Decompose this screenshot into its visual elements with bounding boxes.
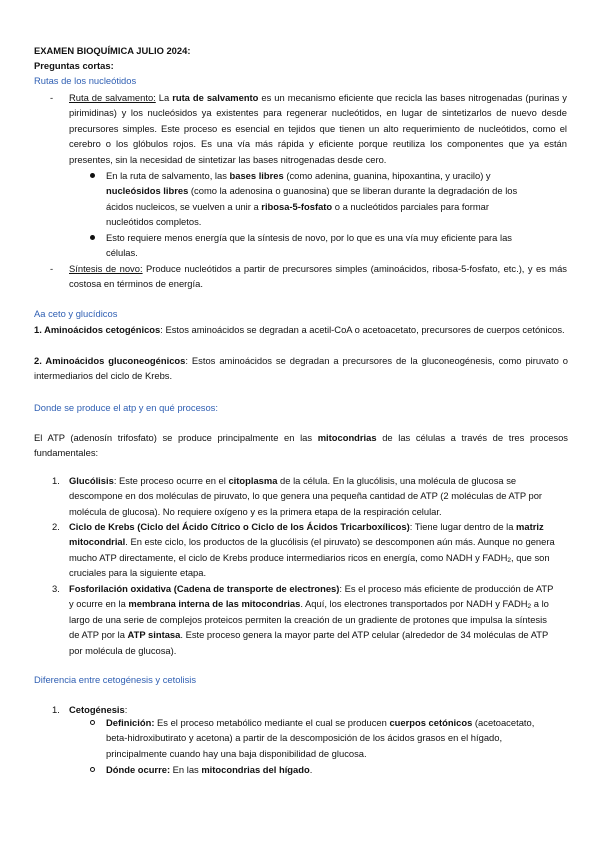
paragraph-salvage-route: Ruta de salvamento: La ruta de salvamento es un mecanismo eficiente que recicla las bases nitrogenadas (purinas y pirimidinas) y los nucleósidos ya existentes para regenerar nucleótidos, en lugar de sintetizarlos de nuevo desde precursores simples. Este proceso es esencial en tejidos que tienen un alto requerimiento de nucleótidos, como el cerebro o los glóbulos rojos. Es una vía más rápida y eficiente porque reutiliza los componentes que ya están presentes, sin la necesidad de sintetizar las bases nitrogenadas desde cero.	[69, 92, 567, 165]
section-heading-amino-acids: Aa ceto y glucídicos	[34, 308, 118, 319]
section-heading-atp: Donde se produce el atp y en qué procesos:	[34, 402, 218, 413]
list-number: 3.	[52, 583, 60, 594]
sub-item-definition: Definición: Es el proceso metabólico mediante el cual se producen cuerpos cetónicos (acetoacetato, beta-hidroxibutirato y acetona) a partir de la descomposición de los ácidos grasos en el hígado, principalmente cuando hay una baja disponibilidad de glucosa.	[106, 717, 535, 759]
list-number: 2.	[52, 521, 60, 532]
dash-marker: -	[50, 263, 54, 274]
paragraph-atp-intro: El ATP (adenosín trifosfato) se produce principalmente en las mitocondrias de las células a través de tres procesos fundamentales:	[34, 432, 568, 459]
hollow-bullet-icon	[90, 767, 95, 772]
bullet-dot-icon	[90, 235, 95, 240]
paragraph-glucogenic: 2. Aminoácidos gluconeogénicos: Estos aminoácidos se degradan a precursores de la gluconeogénesis, como piruvato o intermediarios del ciclo de Krebs.	[34, 355, 568, 382]
list-item-krebs: Ciclo de Krebs (Ciclo del Ácido Cítrico o Ciclo de los Ácidos Tricarboxílicos): Tiene lugar dentro de la matriz mitocondrial. En este ciclo, los productos de la glucólisis (el piruvato) se descomponen aún más. Aunque no genera mucho ATP directamente, el ciclo de Krebs produce intermediarios ricos en energía, como NADH y $FADH_2$, que son cruciales para la siguiente etapa.	[69, 521, 555, 579]
section-heading-nucleotides: Rutas de los nucleótidos	[34, 75, 137, 86]
section-heading-ketogenesis: Diferencia entre cetogénesis y cetolisis	[34, 674, 197, 685]
list-number: 1.	[52, 475, 60, 486]
bullet-energy: Esto requiere menos energía que la síntesis de novo, por lo que es una vía muy eficiente para las células.	[106, 232, 512, 259]
hollow-bullet-icon	[90, 720, 95, 725]
list-item-oxidative-phosphorylation: Fosforilación oxidativa (Cadena de transporte de electrones): Es el proceso más eficiente de producción de ATP y ocurre en la membrana interna de las mitocondrias. Aquí, los electrones transportados por NADH y $FADH_2$ a lo largo de una serie de complejos proteicos permiten la creación de un gradiente de protones que impulsa la síntesis de ATP por la ATP sintasa. Este proceso genera la mayor parte del ATP celular (alrededor de 34 moléculas de ATP por molécula de glucosa).	[69, 583, 554, 656]
paragraph-denovo: Síntesis de novo: Produce nucleótidos a partir de precursores simples (aminoácidos, ribosa-5-fosfato, etc.), y es más costosa en términos de energía.	[69, 263, 567, 290]
paragraph-ketogenic: 1. Aminoácidos cetogénicos: Estos aminoácidos se degradan a acetil-CoA o acetoacetato, precursores de cuerpos cetónicos.	[34, 324, 565, 335]
list-item-ketogenesis: Cetogénesis:	[69, 704, 128, 715]
bullet-dot-icon	[90, 173, 95, 178]
sub-item-location: Dónde ocurre: En las mitocondrias del hígado.	[106, 764, 313, 775]
dash-marker: -	[50, 92, 54, 103]
list-item-glycolysis: Glucólisis: Este proceso ocurre en el citoplasma de la célula. En la glucólisis, una molécula de glucosa se descompone en dos moléculas de piruvato, lo que genera una pequeña cantidad de ATP (2 moléculas de ATP por molécula de glucosa). No requiere oxígeno y es la primera etapa de la respiración celular.	[69, 475, 543, 517]
bullet-free-bases: En la ruta de salvamento, las bases libres (como adenina, guanina, hipoxantina, y uracilo) y nucleósidos libres (como la adenosina o guanosina) que se liberan durante la degradación de los ácidos nucleicos, se vuelven a unir a ribosa-5-fosfato o a nucleótidos parciales para formar nucleótidos completos.	[106, 170, 518, 228]
exam-subtitle: Preguntas cortas:	[34, 60, 114, 71]
list-number: 1.	[52, 704, 60, 715]
exam-title: EXAMEN BIOQUÍMICA JULIO 2024:	[34, 45, 191, 56]
